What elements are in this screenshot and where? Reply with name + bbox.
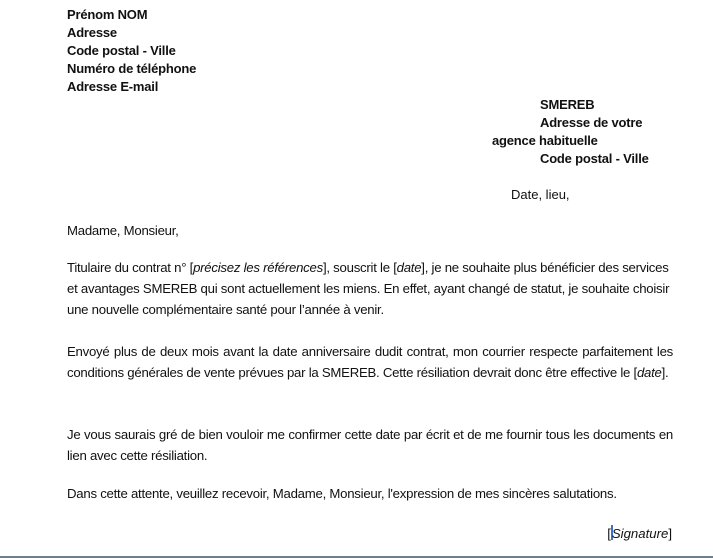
paragraph-confirmation: Je vous saurais gré de bien vouloir me confirmer cette date par écrit et de me fournir tous les documents en lien avec cette résiliation. [67, 427, 673, 463]
effective-date-placeholder: date [636, 364, 662, 380]
recipient-city: Code postal - Ville [540, 151, 649, 166]
sender-city: Code postal - Ville [67, 43, 176, 58]
signature-close-bracket: ] [668, 526, 672, 541]
paragraph-contract [67, 258, 673, 320]
sender-block [67, 6, 196, 96]
paragraph-terms-part1: Envoyé plus de deux mois avant la date anniversaire dudit contrat, mon courrier respecte parfaitement les conditions générales de vente prévues par la SMEREB. Cette résiliation devrait donc être effective le [ [67, 344, 673, 380]
paragraph-contract-part3: ], je ne souhaite plus bénéficier des services et avantages SMEREB qui sont actuellement les miens. En effet, ayant changé de statut, je souhaite choisir une nouvelle complémentaire santé pour l’année à venir. [67, 260, 670, 317]
recipient-address-line1: Adresse de votre [540, 115, 643, 130]
recipient-name: SMEREB [540, 97, 595, 112]
date-place: Date, lieu, [511, 187, 570, 202]
sender-phone: Numéro de téléphone [67, 61, 197, 76]
recipient-address-line2: agence habituelle [492, 133, 598, 148]
paragraph-closing: Dans cette attente, veuillez recevoir, Madame, Monsieur, l'expression de mes sincères salutations. [67, 486, 617, 501]
paragraph-terms-part2: ]. [661, 364, 669, 380]
signature-open-bracket: [ [607, 526, 611, 541]
salutation: Madame, Monsieur, [67, 223, 179, 238]
sender-name: Prénom NOM [67, 7, 148, 22]
signature-placeholder: Signature [611, 526, 669, 541]
paragraph-terms [67, 342, 673, 384]
date-placeholder: date [396, 260, 422, 275]
sender-email: Adresse E-mail [67, 79, 159, 94]
paragraph-contract-part1: Titulaire du contrat n° [ [67, 260, 194, 275]
paragraph-contract-part2: ], souscrit le [ [322, 260, 397, 275]
signature-line[interactable] [607, 524, 672, 544]
references-placeholder: précisez les références [193, 260, 323, 275]
sender-address: Adresse [67, 25, 117, 40]
recipient-block [492, 96, 649, 168]
